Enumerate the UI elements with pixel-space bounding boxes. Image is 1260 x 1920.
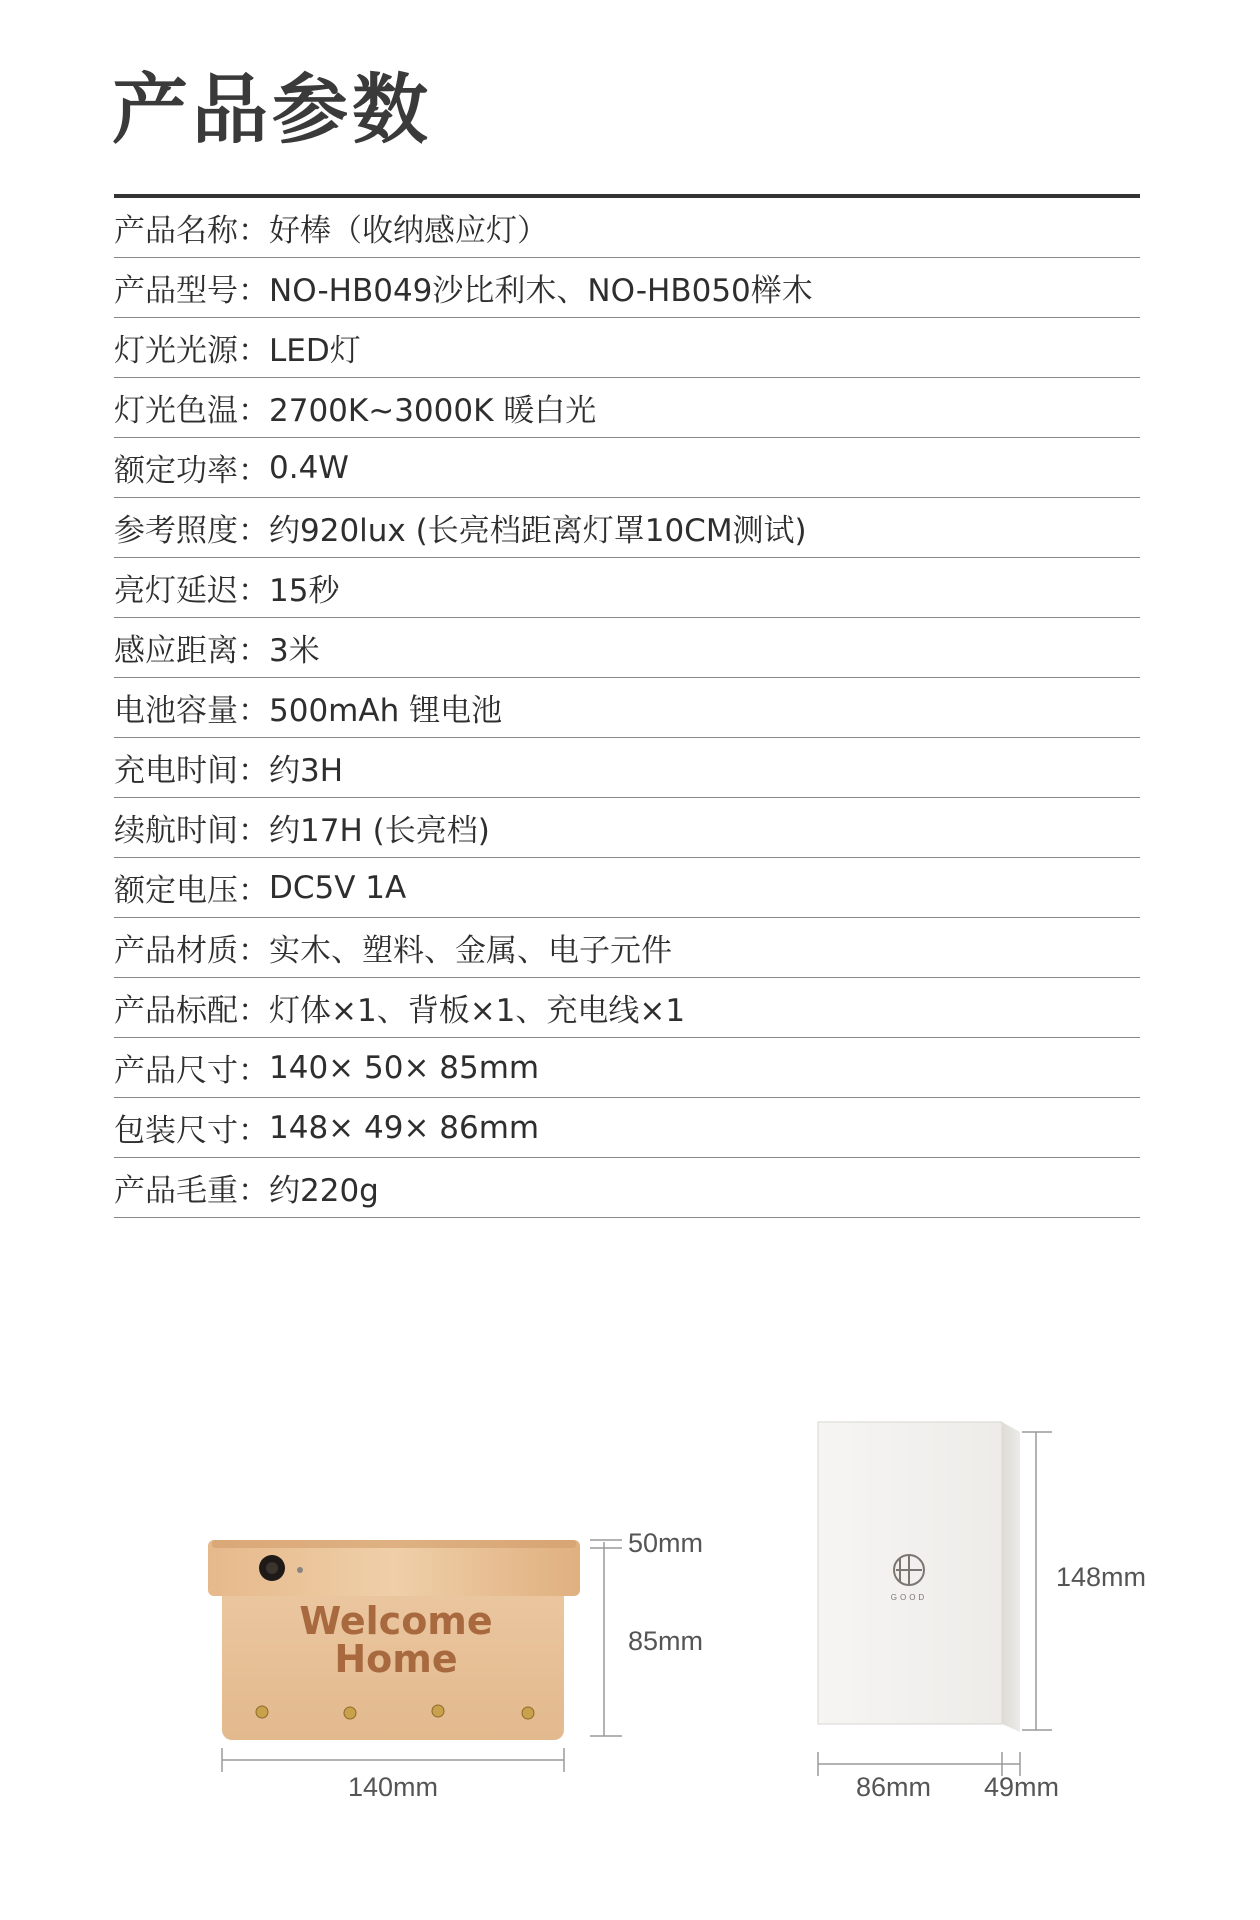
spec-value: 148× 49× 86mm [269,1109,540,1146]
spec-row [114,738,1140,798]
spec-label: 灯光色温： [114,393,269,429]
dim-height-label: 85mm [628,1626,704,1656]
spec-value: 500mAh 锂电池 [269,693,503,729]
spec-label: 产品材质： [114,933,269,969]
spec-value: NO-HB049沙比利木、NO-HB050榉木 [269,273,813,309]
spec-label: 产品尺寸： [114,1053,269,1089]
hook-icon [256,1706,268,1718]
spec-row [114,1158,1140,1218]
spec-value: 约17H (长亮档) [269,813,490,849]
box-height-label: 148mm [1056,1562,1147,1592]
spec-label: 产品标配： [114,993,269,1029]
spec-row [114,1098,1140,1158]
hook-icon [344,1707,356,1719]
indicator-icon [297,1567,303,1573]
spec-label: 包装尺寸： [114,1113,269,1149]
spec-label: 产品毛重： [114,1173,269,1209]
spec-value: 约220g [269,1173,379,1209]
spec-value: 实木、塑料、金属、电子元件 [269,933,672,969]
spec-row [114,858,1140,918]
spec-label: 参考照度： [114,513,269,549]
spec-label: 电池容量： [114,693,269,729]
box-depth-label: 49mm [984,1772,1060,1802]
spec-label: 充电时间： [114,753,269,789]
page-title: 产品参数 [112,65,432,154]
spec-value: 140× 50× 85mm [269,1049,540,1086]
spec-row [114,918,1140,978]
spec-value: 好棒（收纳感应灯） [269,213,548,249]
spec-value: 约920lux (长亮档距离灯罩10CM测试) [269,513,807,549]
dim-width-label: 140mm [348,1772,439,1802]
dim-top-label: 50mm [628,1528,704,1558]
box-width-label: 86mm [856,1772,932,1802]
hook-icon [432,1705,444,1717]
spec-row [114,678,1140,738]
spec-value: 0.4W [269,449,349,486]
spec-value: DC5V 1A [269,869,407,906]
spec-row [114,1038,1140,1098]
spec-label: 产品型号： [114,273,269,309]
spec-table [114,198,1140,1218]
spec-value: 3米 [269,633,320,669]
spec-row [114,798,1140,858]
spec-row [114,558,1140,618]
engraving-line1: Welcome [299,1599,493,1643]
spec-row [114,198,1140,258]
spec-label: 产品名称： [114,213,269,249]
spec-value: 15秒 [269,573,340,609]
spec-value: 灯体×1、背板×1、充电线×1 [269,993,686,1029]
product-figure [0,1380,1260,1860]
spec-label: 额定功率： [114,453,269,489]
spec-label: 亮灯延迟： [114,573,269,609]
spec-label: 感应距离： [114,633,269,669]
spec-row [114,498,1140,558]
engraving-line2: Home [334,1637,458,1681]
spec-value: LED灯 [269,333,361,369]
box-side [1002,1422,1020,1732]
spec-label: 灯光光源： [114,333,269,369]
dimension-drawing [0,1380,1260,1860]
spec-row [114,978,1140,1038]
spec-row [114,318,1140,378]
spec-label: 额定电压： [114,873,269,909]
tray-rim [212,1540,576,1548]
spec-value: 约3H [269,753,344,789]
spec-row [114,258,1140,318]
spec-label: 续航时间： [114,813,269,849]
spec-row [114,378,1140,438]
hook-icon [522,1707,534,1719]
spec-row [114,618,1140,678]
product-lamp [208,1540,580,1740]
spec-row [114,438,1140,498]
logo-text: GOOD [890,1593,928,1602]
spec-value: 2700K~3000K 暖白光 [269,393,597,429]
package-box [818,1422,1020,1732]
